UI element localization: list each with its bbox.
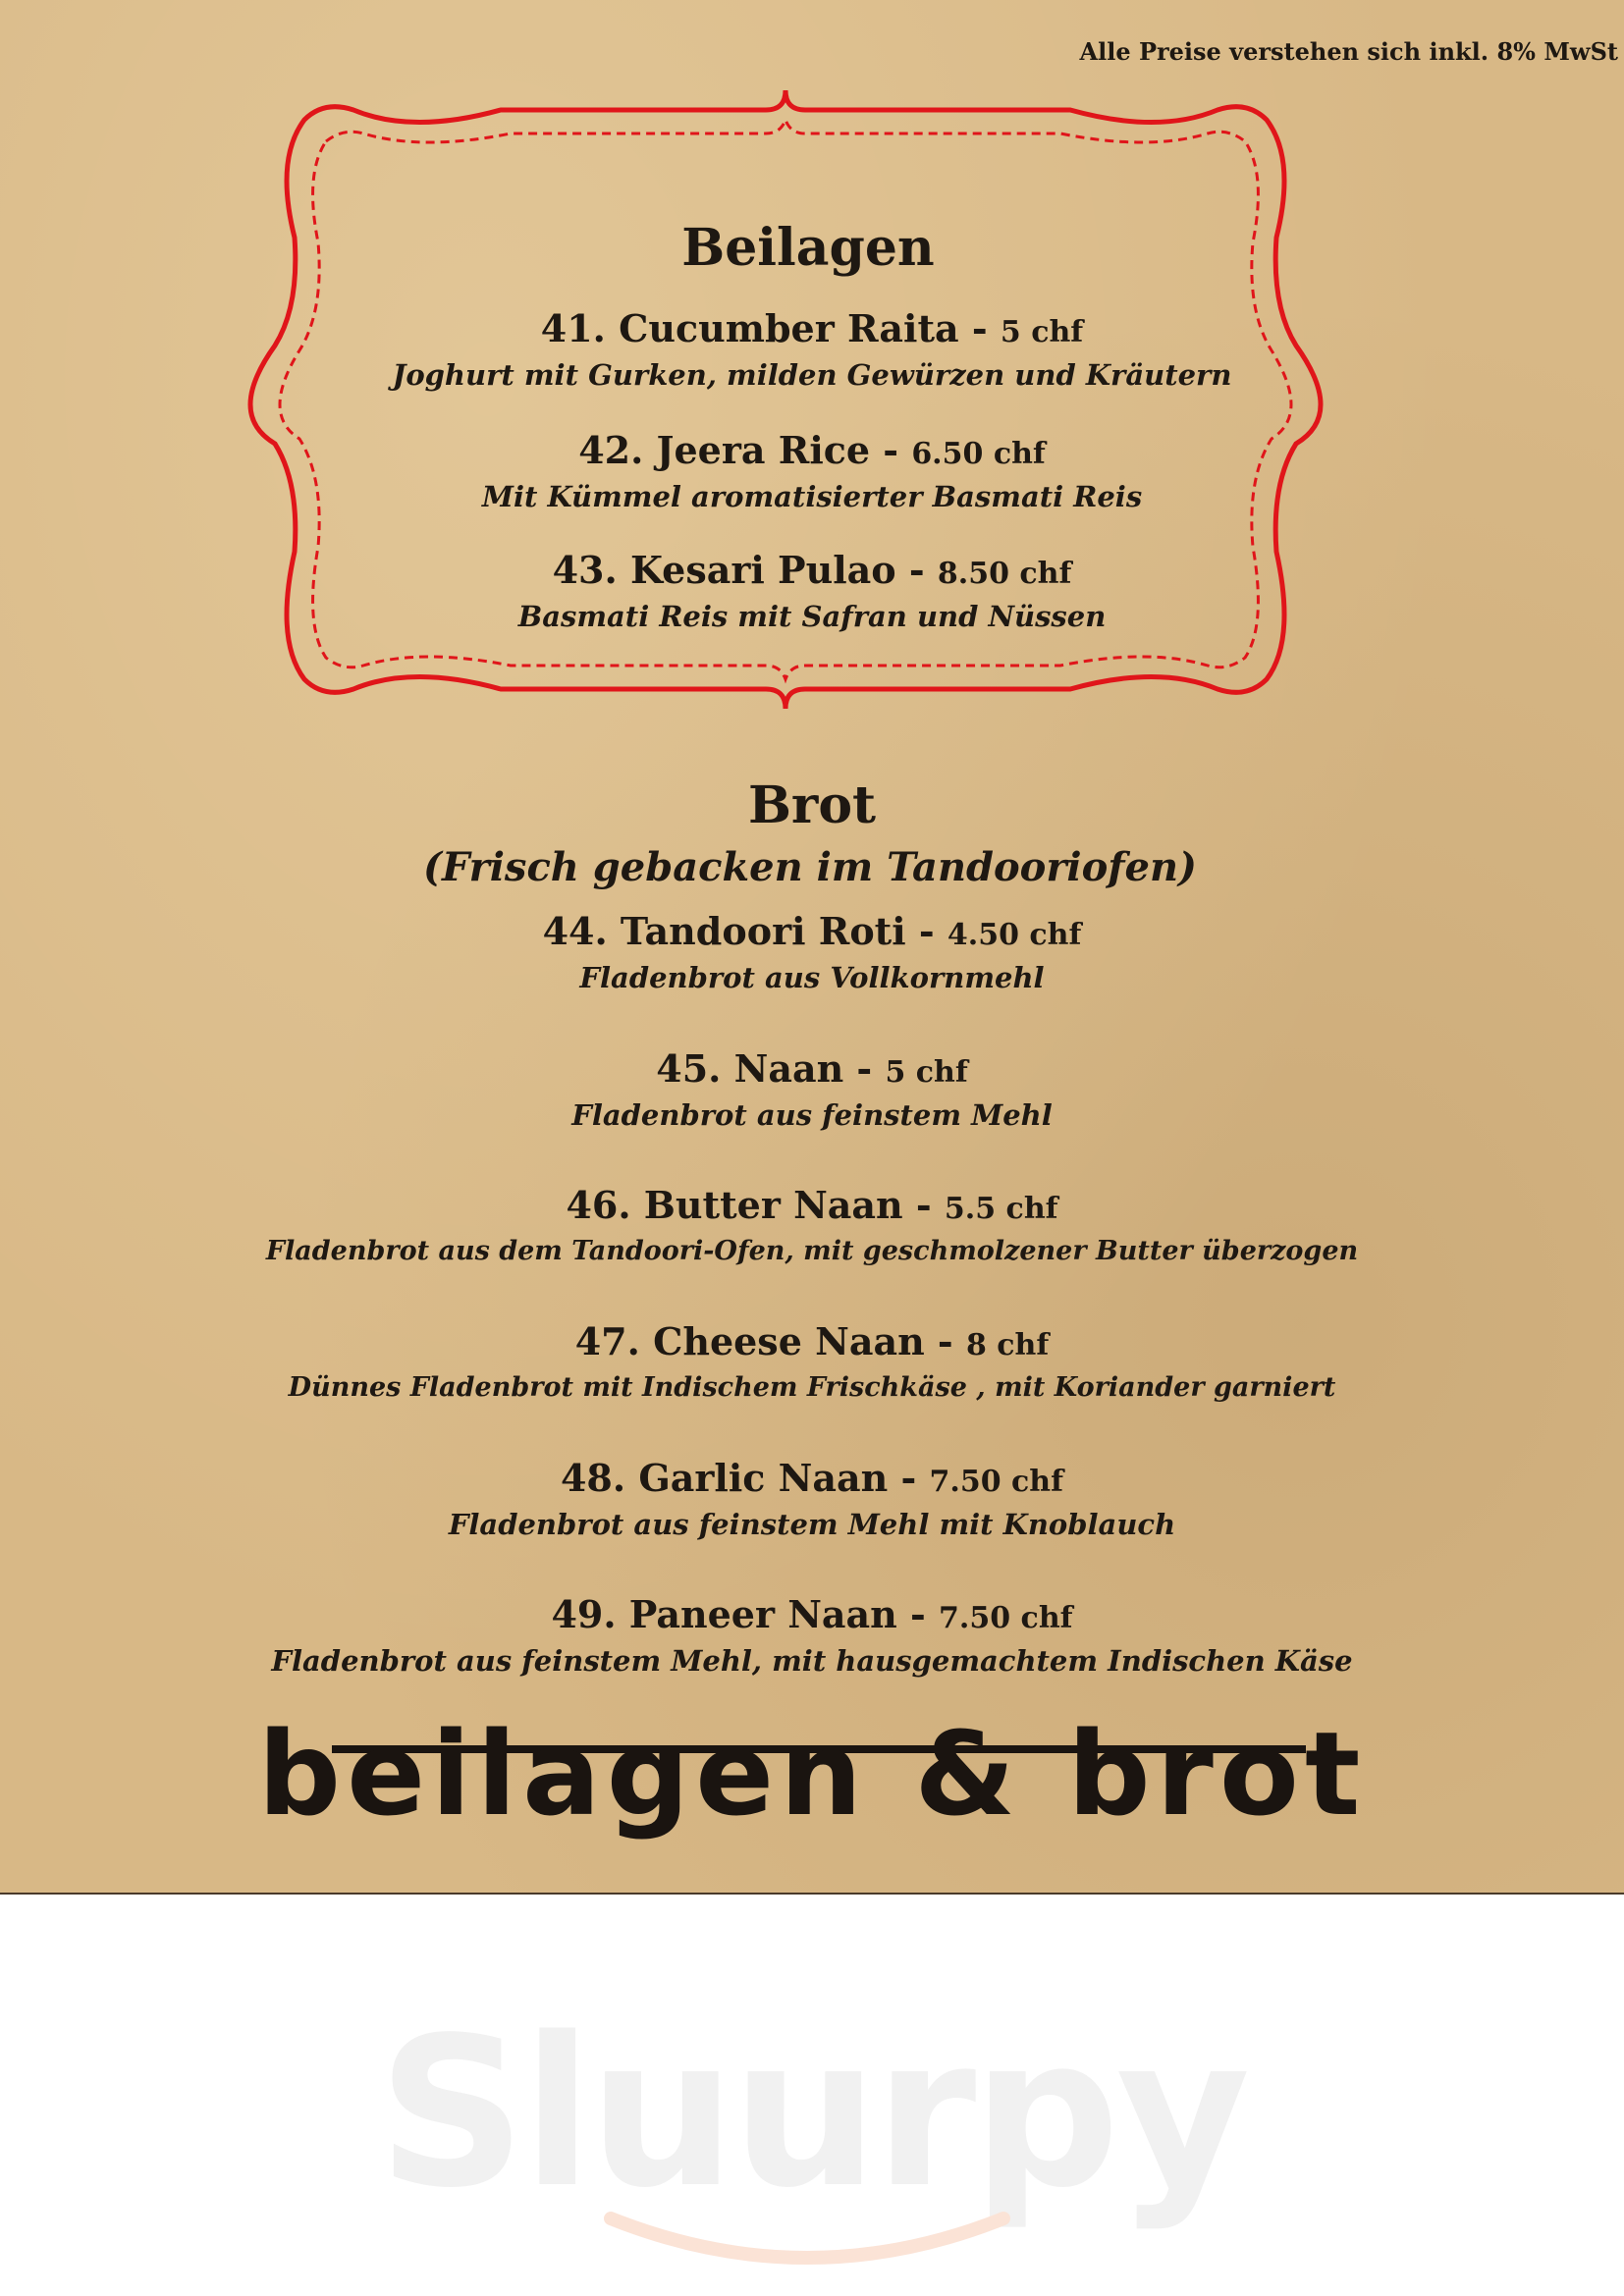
item-price: 7.50 chf	[929, 1465, 1063, 1499]
item-price: 5.5 chf	[944, 1192, 1058, 1226]
menu-item-46	[0, 1183, 1624, 1271]
item-description: Fladenbrot aus feinstem Mehl	[571, 1098, 1053, 1132]
item-name: 42. Jeera Rice -	[578, 428, 899, 472]
menu-item-47	[0, 1319, 1624, 1408]
item-name: 41. Cucumber Raita -	[540, 306, 988, 350]
item-name: 44. Tandoori Roti -	[542, 909, 935, 953]
brot-subtitle: (Frisch gebacken im Tandooriofen)	[423, 844, 1197, 890]
item-description: Dünnes Fladenbrot mit Indischem Frischkäse , mit Koriander garniert	[288, 1372, 1336, 1403]
item-price: 7.50 chf	[939, 1601, 1073, 1635]
item-description: Fladenbrot aus feinstem Mehl, mit hausgemachtem Indischen Käse	[271, 1644, 1353, 1678]
item-description: Fladenbrot aus Vollkornmehl	[579, 961, 1045, 994]
page-divider	[0, 1893, 1624, 1895]
item-description: Joghurt mit Gurken, milden Gewürzen und Kräutern	[392, 358, 1232, 392]
item-description: Fladenbrot aus feinstem Mehl mit Knoblauch	[448, 1508, 1176, 1541]
item-name: 49. Paneer Naan -	[551, 1592, 926, 1636]
menu-item-44	[0, 909, 1624, 997]
item-price: 8 chf	[965, 1328, 1050, 1362]
item-price: 5 chf	[1000, 315, 1084, 349]
watermark-smile-icon	[601, 2209, 1013, 2277]
item-name: 47. Cheese Naan -	[574, 1319, 953, 1363]
menu-item-48	[0, 1456, 1624, 1544]
menu-item-45	[0, 1046, 1624, 1135]
menu-item-49	[0, 1592, 1624, 1681]
item-price: 5 chf	[885, 1055, 968, 1090]
item-price: 4.50 chf	[947, 918, 1082, 952]
vat-note: Alle Preise verstehen sich inkl. 8% MwSt	[1079, 37, 1618, 66]
item-name: 43. Kesari Pulao -	[552, 548, 925, 592]
item-description: Fladenbrot aus dem Tandoori-Ofen, mit geschmolzener Butter überzogen	[265, 1236, 1359, 1266]
beilagen-title: Beilagen	[681, 218, 935, 278]
item-description: Basmati Reis mit Safran und Nüssen	[517, 600, 1107, 633]
watermark-logo: Sluurpy	[377, 1993, 1247, 2233]
item-name: 45. Naan -	[656, 1046, 873, 1091]
item-price: 6.50 chf	[911, 437, 1046, 471]
item-name: 46. Butter Naan -	[566, 1183, 932, 1227]
item-price: 8.50 chf	[937, 557, 1072, 591]
item-name: 48. Garlic Naan -	[560, 1456, 917, 1500]
brot-title: Brot	[747, 775, 877, 835]
item-description: Mit Kümmel aromatisierter Basmati Reis	[481, 480, 1143, 513]
footer-title: beilagen & brot	[257, 1706, 1367, 1842]
